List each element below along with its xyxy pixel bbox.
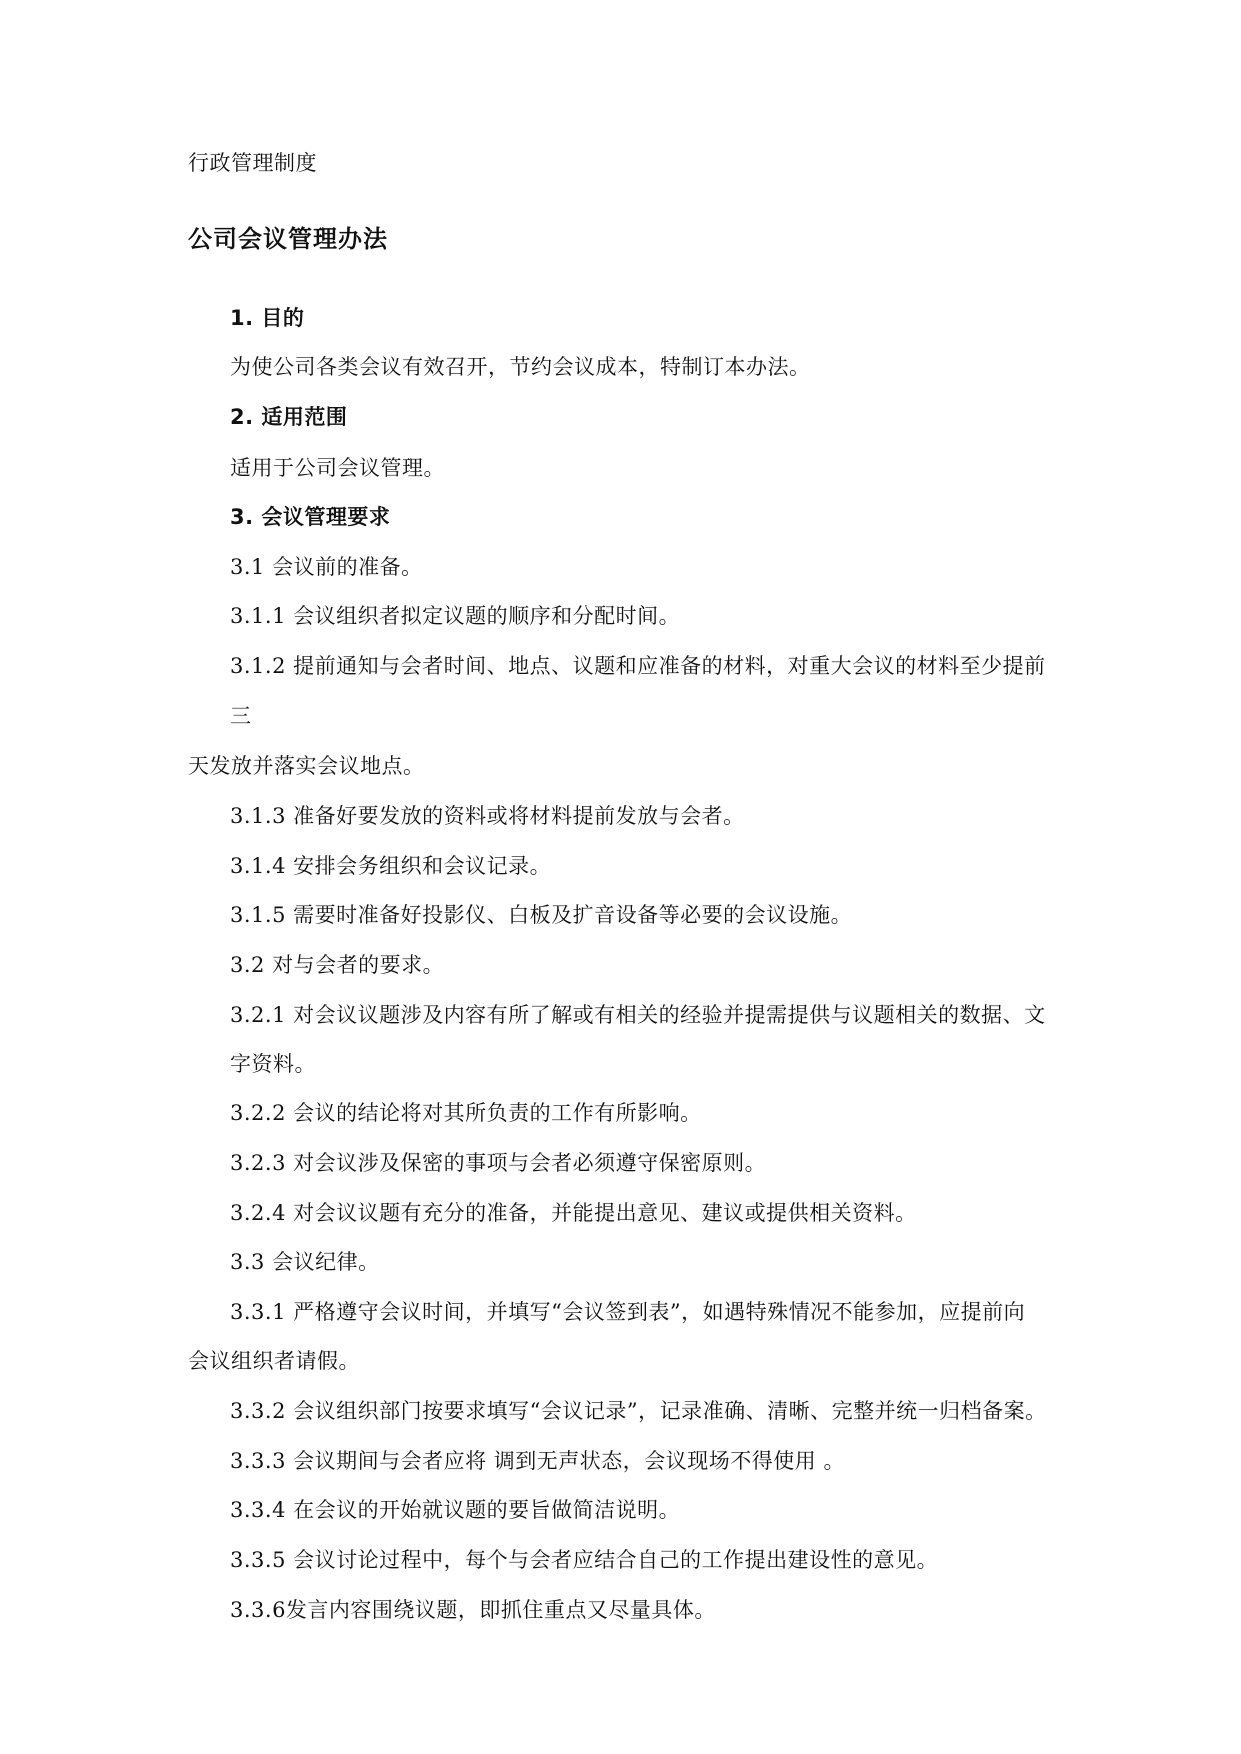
clause-3-2-1-line1: 3.2.1 对会议议题涉及内容有所了解或有相关的经验并提需提供与议题相关的数据、文 xyxy=(230,1003,1046,1027)
clause-3-3-2: 3.3.2 会议组织部门按要求填写“会议记录”，记录准确、清晰、完整并统一归档备案。 xyxy=(230,1399,1047,1423)
clause-3-1: 3.1 会议前的准备。 xyxy=(230,555,423,579)
clause-3-2-4: 3.2.4 对会议议题有充分的准备，并能提出意见、建议或提供相关资料。 xyxy=(230,1201,917,1225)
clause-3-1-4: 3.1.4 安排会务组织和会议记录。 xyxy=(230,854,552,878)
clause-3-2: 3.2 对与会者的要求。 xyxy=(230,953,445,977)
clause-3-3-1-line2: 会议组织者请假。 xyxy=(188,1349,360,1373)
clause-3-3: 3.3 会议纪律。 xyxy=(230,1250,380,1274)
header-category: 行政管理制度 xyxy=(188,151,317,175)
clause-3-3-5: 3.3.5 会议讨论过程中，每个与会者应结合自己的工作提出建设性的意见。 xyxy=(230,1548,939,1572)
clause-3-3-6: 3.3.6发言内容围绕议题，即抓住重点又尽量具体。 xyxy=(230,1598,716,1622)
clause-3-2-2: 3.2.2 会议的结论将对其所负责的工作有所影响。 xyxy=(230,1101,702,1125)
clause-3-2-1-line2: 字资料。 xyxy=(230,1052,316,1076)
clause-3-2-3: 3.2.3 对会议涉及保密的事项与会者必须遵守保密原则。 xyxy=(230,1151,767,1175)
section-heading-purpose: 1. 目的 xyxy=(230,306,305,330)
clause-3-3-3: 3.3.3 会议期间与会者应将 调到无声状态，会议现场不得使用 。 xyxy=(230,1449,845,1473)
clause-3-1-2-line3: 天发放并落实会议地点。 xyxy=(188,754,425,778)
document-title: 公司会议管理办法 xyxy=(188,225,388,253)
section-heading-requirements: 3. 会议管理要求 xyxy=(230,505,391,529)
section-body-purpose: 为使公司各类会议有效召开，节约会议成本，特制订本办法。 xyxy=(230,355,811,379)
section-body-scope: 适用于公司会议管理。 xyxy=(230,456,445,480)
clause-3-3-1-line1: 3.3.1 严格遵守会议时间，并填写“会议签到表”，如遇特殊情况不能参加，应提前向 xyxy=(230,1300,1026,1324)
clause-3-1-3: 3.1.3 准备好要发放的资料或将材料提前发放与会者。 xyxy=(230,804,745,828)
clause-3-3-4: 3.3.4 在会议的开始就议题的要旨做简洁说明。 xyxy=(230,1498,681,1522)
section-heading-scope: 2. 适用范围 xyxy=(230,405,348,429)
clause-3-1-1: 3.1.1 会议组织者拟定议题的顺序和分配时间。 xyxy=(230,604,681,628)
clause-3-1-5: 3.1.5 需要时准备好投影仪、白板及扩音设备等必要的会议设施。 xyxy=(230,903,853,927)
clause-3-1-2-line1: 3.1.2 提前通知与会者时间、地点、议题和应准备的材料，对重大会议的材料至少提前 xyxy=(230,654,1046,678)
clause-3-1-2-line2: 三 xyxy=(230,704,252,728)
